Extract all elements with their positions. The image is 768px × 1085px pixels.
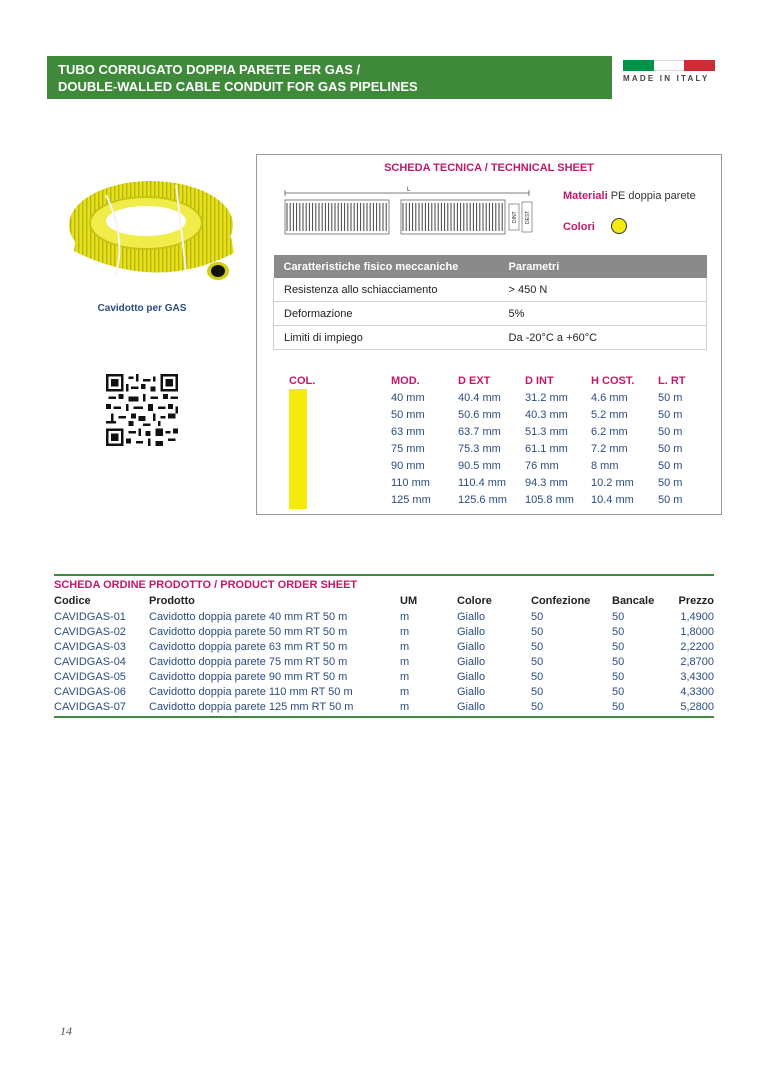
materials-line: [563, 190, 696, 202]
dims-dint-cell: 76 mm: [525, 460, 559, 472]
order-product-cell: Cavidotto doppia parete 90 mm RT 50 m: [149, 670, 348, 683]
dims-dext-cell: 110.4 mm: [458, 477, 507, 489]
dims-dint-cell: 51.3 mm: [525, 426, 568, 438]
order-header-code: Codice: [54, 595, 91, 607]
conduit-section-diagram: [277, 186, 541, 241]
params-value: Da -20°C a +60°C: [499, 326, 707, 350]
params-header-characteristic: Caratteristiche fisico meccaniche: [274, 255, 499, 278]
order-code-cell: CAVIDGAS-03: [54, 640, 126, 653]
params-characteristic: Limiti di impiego: [274, 326, 499, 350]
order-price-cell: 3,4300: [680, 670, 714, 683]
params-characteristic: Resistenza allo schiacciamento: [274, 278, 499, 302]
order-package-cell: 50: [531, 670, 544, 683]
dims-mod-cell: 50 mm: [391, 409, 425, 421]
diagram-length-label: L: [407, 187, 411, 193]
order-package-cell: 50: [531, 625, 544, 638]
dims-header-lrt: L. RT: [658, 375, 686, 387]
product-photo: [66, 175, 236, 285]
order-row: [54, 669, 714, 684]
order-pallet-cell: 50: [612, 685, 625, 698]
dims-dint-cell: 31.2 mm: [525, 392, 568, 404]
made-in-italy-text: MADE IN ITALY: [623, 74, 710, 83]
mechanical-params-table: [273, 255, 707, 350]
dims-lrt-cell: 50 m: [658, 426, 683, 438]
made-in-italy-badge: [623, 60, 715, 83]
params-row: [274, 278, 707, 302]
order-header-row: [54, 593, 714, 609]
order-code-cell: CAVIDGAS-04: [54, 655, 126, 668]
header-title-line1: TUBO CORRUGATO DOPPIA PARETE PER GAS /: [58, 62, 361, 77]
order-bottom-divider: [54, 716, 714, 718]
order-product-cell: Cavidotto doppia parete 50 mm RT 50 m: [149, 625, 348, 638]
params-header-row: [274, 255, 707, 278]
order-code-cell: CAVIDGAS-07: [54, 700, 126, 713]
order-code-cell: CAVIDGAS-06: [54, 685, 126, 698]
params-value: > 450 N: [499, 278, 707, 302]
header-title-line2: DOUBLE-WALLED CABLE CONDUIT FOR GAS PIPELINES: [58, 79, 418, 94]
order-color-cell: Giallo: [457, 640, 486, 653]
dims-dext-cell: 50.6 mm: [458, 409, 501, 421]
dims-dint-cell: 61.1 mm: [525, 443, 568, 455]
dims-mod-cell: 125 mm: [391, 494, 431, 506]
yellow-color-swatch: [611, 218, 627, 234]
order-header-pallet: Bancale: [612, 595, 655, 607]
diagram-dint-label: DINT: [512, 211, 518, 223]
order-um-cell: m: [400, 670, 410, 683]
dims-dint-cell: 105.8 mm: [525, 494, 574, 506]
order-header-um: UM: [400, 595, 418, 607]
dims-lrt-cell: 50 m: [658, 477, 683, 489]
dims-hcost-cell: 7.2 mm: [591, 443, 628, 455]
dims-header-hcost: H COST.: [591, 375, 635, 387]
dims-mod-cell: 90 mm: [391, 460, 425, 472]
italian-flag-icon: [623, 60, 715, 71]
dims-dint-cell: 94.3 mm: [525, 477, 568, 489]
product-caption: Cavidotto per GAS: [97, 303, 187, 314]
order-product-cell: Cavidotto doppia parete 75 mm RT 50 m: [149, 655, 348, 668]
order-um-cell: m: [400, 655, 410, 668]
dims-dext-cell: 75.3 mm: [458, 443, 501, 455]
order-color-cell: Giallo: [457, 670, 486, 683]
order-pallet-cell: 50: [612, 625, 625, 638]
params-value: 5%: [499, 302, 707, 326]
dims-hcost-cell: 6.2 mm: [591, 426, 628, 438]
order-code-cell: CAVIDGAS-05: [54, 670, 126, 683]
dims-mod-cell: 63 mm: [391, 426, 425, 438]
order-product-cell: Cavidotto doppia parete 110 mm RT 50 m: [149, 685, 353, 698]
order-um-cell: m: [400, 700, 410, 713]
order-product-cell: Cavidotto doppia parete 125 mm RT 50 m: [149, 700, 354, 713]
dims-mod-cell: 40 mm: [391, 392, 425, 404]
dims-dext-cell: 90.5 mm: [458, 460, 501, 472]
technical-sheet-title: SCHEDA TECNICA / TECHNICAL SHEET: [384, 162, 594, 174]
dims-hcost-cell: 8 mm: [591, 460, 619, 472]
materials-label: Materiali: [563, 190, 608, 202]
dims-hcost-cell: 10.2 mm: [591, 477, 634, 489]
dims-dint-cell: 40.3 mm: [525, 409, 568, 421]
order-pallet-cell: 50: [612, 700, 625, 713]
order-color-cell: Giallo: [457, 655, 486, 668]
order-package-cell: 50: [531, 685, 544, 698]
order-price-cell: 2,2200: [680, 640, 714, 653]
order-package-cell: 50: [531, 700, 544, 713]
order-row: [54, 654, 714, 669]
order-table: [54, 593, 714, 714]
dims-mod-cell: 110 mm: [391, 477, 430, 489]
order-color-cell: Giallo: [457, 700, 486, 713]
order-color-cell: Giallo: [457, 610, 486, 623]
order-um-cell: m: [400, 685, 410, 698]
dims-lrt-cell: 50 m: [658, 494, 683, 506]
order-um-cell: m: [400, 610, 410, 623]
order-row: [54, 699, 714, 714]
materials-value: PE doppia parete: [610, 190, 696, 202]
dims-header-dext: D EXT: [458, 375, 491, 387]
header-title-band: [47, 56, 612, 99]
dims-lrt-cell: 50 m: [658, 409, 683, 421]
order-row: [54, 684, 714, 699]
order-header-price: Prezzo: [678, 595, 714, 607]
dims-dext-cell: 40.4 mm: [458, 392, 501, 404]
order-color-cell: Giallo: [457, 685, 486, 698]
dims-hcost-cell: 5.2 mm: [591, 409, 628, 421]
order-price-cell: 5,2800: [680, 700, 714, 713]
params-row: [274, 302, 707, 326]
order-pallet-cell: 50: [612, 670, 625, 683]
order-price-cell: 2,8700: [680, 655, 714, 668]
order-header-product: Prodotto: [149, 595, 195, 607]
dims-lrt-cell: 50 m: [658, 392, 683, 404]
order-code-cell: CAVIDGAS-01: [54, 610, 126, 623]
dims-dext-cell: 125.6 mm: [458, 494, 507, 506]
order-package-cell: 50: [531, 610, 544, 623]
order-pallet-cell: 50: [612, 610, 625, 623]
dims-header-mod: MOD.: [391, 375, 420, 387]
dims-color-swatch: [289, 389, 307, 509]
order-price-cell: 1,4900: [680, 610, 714, 623]
dims-lrt-cell: 50 m: [658, 460, 683, 472]
dims-dext-cell: 63.7 mm: [458, 426, 501, 438]
order-code-cell: CAVIDGAS-02: [54, 625, 126, 638]
order-product-cell: Cavidotto doppia parete 40 mm RT 50 m: [149, 610, 348, 623]
order-row: [54, 609, 714, 624]
dims-mod-cell: 75 mm: [391, 443, 425, 455]
order-price-cell: 4,3300: [680, 685, 714, 698]
params-characteristic: Deformazione: [274, 302, 499, 326]
dims-hcost-cell: 4.6 mm: [591, 392, 628, 404]
order-sheet: [54, 574, 714, 718]
diagram-dext-label: DEST: [525, 210, 531, 224]
technical-sheet-box: [256, 154, 722, 515]
dims-header-dint: D INT: [525, 375, 554, 387]
order-color-cell: Giallo: [457, 625, 486, 638]
order-header-color: Colore: [457, 595, 492, 607]
colors-line: [563, 221, 595, 233]
order-pallet-cell: 50: [612, 640, 625, 653]
page-number: 14: [60, 1024, 72, 1038]
order-header-package: Confezione: [531, 595, 591, 607]
order-pallet-cell: 50: [612, 655, 625, 668]
order-sheet-title: SCHEDA ORDINE PRODOTTO / PRODUCT ORDER SHEET: [54, 579, 358, 591]
dims-lrt-cell: 50 m: [658, 443, 683, 455]
dims-header-col: COL.: [289, 375, 316, 387]
order-um-cell: m: [400, 625, 410, 638]
colors-label: Colori: [563, 221, 595, 233]
order-row: [54, 624, 714, 639]
order-um-cell: m: [400, 640, 410, 653]
order-package-cell: 50: [531, 655, 544, 668]
dims-hcost-cell: 10.4 mm: [591, 494, 634, 506]
order-product-cell: Cavidotto doppia parete 63 mm RT 50 m: [149, 640, 348, 653]
qr-code[interactable]: [106, 374, 178, 446]
params-row: [274, 326, 707, 350]
order-top-divider: [54, 574, 714, 576]
order-row: [54, 639, 714, 654]
order-package-cell: 50: [531, 640, 544, 653]
order-price-cell: 1,8000: [680, 625, 714, 638]
params-header-parameter: Parametri: [499, 255, 707, 278]
